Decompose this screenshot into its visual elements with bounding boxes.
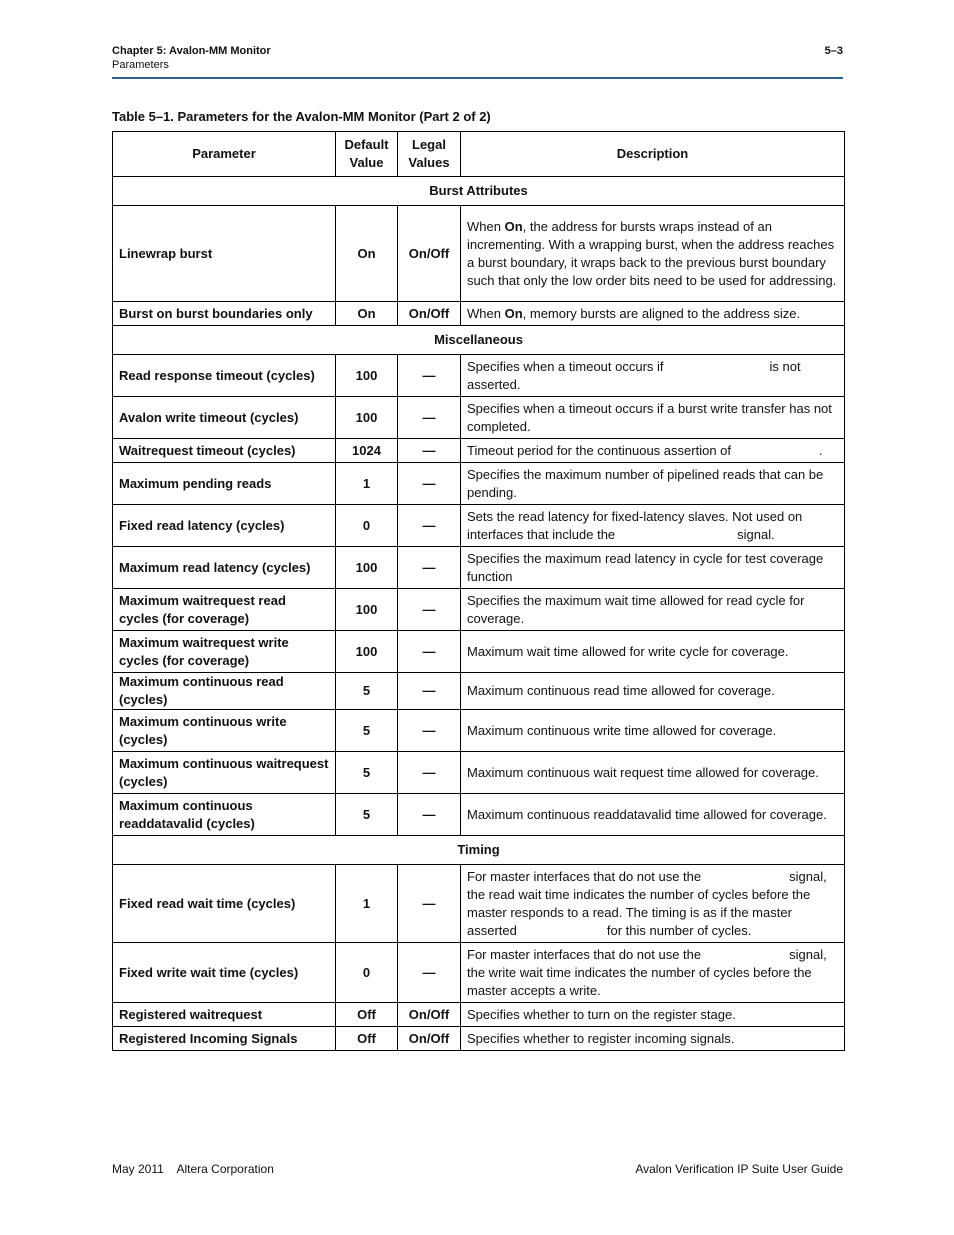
param-default: 100 xyxy=(336,355,398,397)
param-default: 5 xyxy=(336,673,398,710)
param-default: 100 xyxy=(336,547,398,589)
table-row xyxy=(113,463,845,505)
param-default: 0 xyxy=(336,505,398,547)
table-row xyxy=(113,547,845,589)
param-legal: On/Off xyxy=(398,1027,461,1051)
param-description: Maximum continuous readdatavalid time allowed for coverage. xyxy=(461,794,845,836)
desc-text: , memory bursts are aligned to the address size. xyxy=(522,305,801,321)
desc-keyword: On xyxy=(504,305,523,321)
table-caption: Table 5–1. Parameters for the Avalon-MM Monitor (Part 2 of 2) xyxy=(112,109,491,124)
footer-date-company: May 2011 Altera Corporation xyxy=(112,1162,274,1176)
table-row xyxy=(113,397,845,439)
param-default: Off xyxy=(336,1003,398,1027)
param-default: 0 xyxy=(336,943,398,1003)
param-default: Off xyxy=(336,1027,398,1051)
param-name: Maximum waitrequest read cycles (for coverage) xyxy=(113,589,336,631)
param-description: Specifies whether to turn on the register stage. xyxy=(461,1003,845,1027)
param-name: Maximum pending reads xyxy=(113,463,336,505)
param-name: Maximum continuous readdatavalid (cycles) xyxy=(113,794,336,836)
param-description xyxy=(461,206,845,302)
param-legal: — xyxy=(398,355,461,397)
section-row-timing xyxy=(113,836,845,865)
param-name: Avalon write timeout (cycles) xyxy=(113,397,336,439)
param-name: Maximum continuous read (cycles) xyxy=(113,673,336,710)
table-row xyxy=(113,752,845,794)
param-default: 100 xyxy=(336,631,398,673)
desc-text: . xyxy=(819,442,823,458)
desc-text: Timeout period for the continuous assertion of xyxy=(467,442,731,458)
param-description: Specifies the maximum read latency in cycle for test coverage function xyxy=(461,547,845,589)
param-name: Registered Incoming Signals xyxy=(113,1027,336,1051)
param-default: 5 xyxy=(336,710,398,752)
param-default: 1 xyxy=(336,865,398,943)
param-legal: On/Off xyxy=(398,206,461,302)
param-default: 100 xyxy=(336,589,398,631)
param-legal: — xyxy=(398,505,461,547)
table-row xyxy=(113,589,845,631)
col-header-parameter: Parameter xyxy=(113,132,336,177)
param-legal: — xyxy=(398,547,461,589)
section-row-misc xyxy=(113,326,845,355)
col-header-default-l2: Value xyxy=(349,155,384,170)
desc-text: signal, the read wait time indicates the number of cycles before the master responds to a read. The timing is as if the master asserted xyxy=(467,868,827,938)
param-legal: — xyxy=(398,463,461,505)
table-row xyxy=(113,865,845,943)
desc-text: is not asserted. xyxy=(467,358,801,392)
col-header-legal xyxy=(398,132,461,177)
desc-keyword: On xyxy=(504,218,523,234)
param-default: 1 xyxy=(336,463,398,505)
param-description: Specifies the maximum number of pipelined reads that can be pending. xyxy=(461,463,845,505)
desc-text: Sets the read latency for fixed-latency slaves. Not used on interfaces that include the xyxy=(467,508,803,542)
param-legal: — xyxy=(398,397,461,439)
desc-text: , the address for bursts wraps instead of an incrementing. With a wrapping burst, when the address reaches a burst boundary, it wraps back to the previous burst boundary such that only the low order bits need to be used for addressing. xyxy=(467,218,837,288)
table-row xyxy=(113,794,845,836)
table-row xyxy=(113,710,845,752)
desc-text: For master interfaces that do not use the xyxy=(467,868,702,884)
param-default: 5 xyxy=(336,794,398,836)
table-header-row xyxy=(113,132,845,177)
param-description xyxy=(461,355,845,397)
table-row xyxy=(113,302,845,326)
param-legal: — xyxy=(398,673,461,710)
param-name: Maximum continuous write (cycles) xyxy=(113,710,336,752)
chapter-title: Chapter 5: Avalon-MM Monitor xyxy=(112,45,271,57)
desc-text: For master interfaces that do not use the xyxy=(467,946,702,962)
table-row xyxy=(113,673,845,710)
section-title-misc: Miscellaneous xyxy=(113,326,845,355)
col-header-description: Description xyxy=(461,132,845,177)
param-description: Specifies the maximum wait time allowed for read cycle for coverage. xyxy=(461,589,845,631)
col-header-legal-l2: Values xyxy=(408,155,450,170)
section-row-burst xyxy=(113,177,845,206)
header-rule xyxy=(112,77,843,79)
param-description: Maximum wait time allowed for write cycle for coverage. xyxy=(461,631,845,673)
param-description: Maximum continuous wait request time allowed for coverage. xyxy=(461,752,845,794)
param-name: Read response timeout (cycles) xyxy=(113,355,336,397)
section-title-burst: Burst Attributes xyxy=(113,177,845,206)
page-number: 5–3 xyxy=(824,45,843,57)
desc-text: When xyxy=(467,305,505,321)
parameters-table xyxy=(112,131,845,1051)
param-default: 5 xyxy=(336,752,398,794)
param-legal: On/Off xyxy=(398,1003,461,1027)
param-legal: — xyxy=(398,794,461,836)
param-description xyxy=(461,302,845,326)
table-row xyxy=(113,505,845,547)
footer-doc-title: Avalon Verification IP Suite User Guide xyxy=(635,1162,843,1176)
param-name: Linewrap burst xyxy=(113,206,336,302)
desc-text: Specifies when a timeout occurs if xyxy=(467,358,664,374)
param-description: Maximum continuous write time allowed for coverage. xyxy=(461,710,845,752)
desc-text: signal, the write wait time indicates the number of cycles before the master accepts a write. xyxy=(467,946,827,998)
param-description xyxy=(461,505,845,547)
table-row xyxy=(113,943,845,1003)
param-description: Maximum continuous read time allowed for coverage. xyxy=(461,673,845,710)
param-description: Specifies whether to register incoming signals. xyxy=(461,1027,845,1051)
param-default: On xyxy=(336,302,398,326)
param-description xyxy=(461,439,845,463)
desc-text: When xyxy=(467,218,505,234)
page-header xyxy=(112,44,843,72)
param-legal: — xyxy=(398,752,461,794)
desc-text: signal. xyxy=(737,526,775,542)
param-legal: — xyxy=(398,865,461,943)
param-name: Maximum read latency (cycles) xyxy=(113,547,336,589)
col-header-default-l1: Default xyxy=(344,137,389,152)
param-name: Maximum waitrequest write cycles (for coverage) xyxy=(113,631,336,673)
param-default: On xyxy=(336,206,398,302)
param-description xyxy=(461,943,845,1003)
table-row xyxy=(113,1027,845,1051)
param-legal: — xyxy=(398,439,461,463)
param-name: Registered waitrequest xyxy=(113,1003,336,1027)
param-legal: — xyxy=(398,943,461,1003)
param-legal: — xyxy=(398,631,461,673)
table-row xyxy=(113,439,845,463)
param-default: 100 xyxy=(336,397,398,439)
table-row xyxy=(113,631,845,673)
table-row xyxy=(113,355,845,397)
section-title: Parameters xyxy=(112,59,169,71)
param-legal: — xyxy=(398,710,461,752)
param-default: 1024 xyxy=(336,439,398,463)
param-description xyxy=(461,865,845,943)
desc-text: for this number of cycles. xyxy=(606,922,752,938)
param-name: Fixed read latency (cycles) xyxy=(113,505,336,547)
param-name: Burst on burst boundaries only xyxy=(113,302,336,326)
col-header-default xyxy=(336,132,398,177)
param-legal: — xyxy=(398,589,461,631)
table-row xyxy=(113,1003,845,1027)
param-description: Specifies when a timeout occurs if a burst write transfer has not completed. xyxy=(461,397,845,439)
param-name: Fixed write wait time (cycles) xyxy=(113,943,336,1003)
col-header-legal-l1: Legal xyxy=(412,137,446,152)
param-name: Fixed read wait time (cycles) xyxy=(113,865,336,943)
param-name: Maximum continuous waitrequest (cycles) xyxy=(113,752,336,794)
param-legal: On/Off xyxy=(398,302,461,326)
table-row xyxy=(113,206,845,302)
section-title-timing: Timing xyxy=(113,836,845,865)
param-name: Waitrequest timeout (cycles) xyxy=(113,439,336,463)
